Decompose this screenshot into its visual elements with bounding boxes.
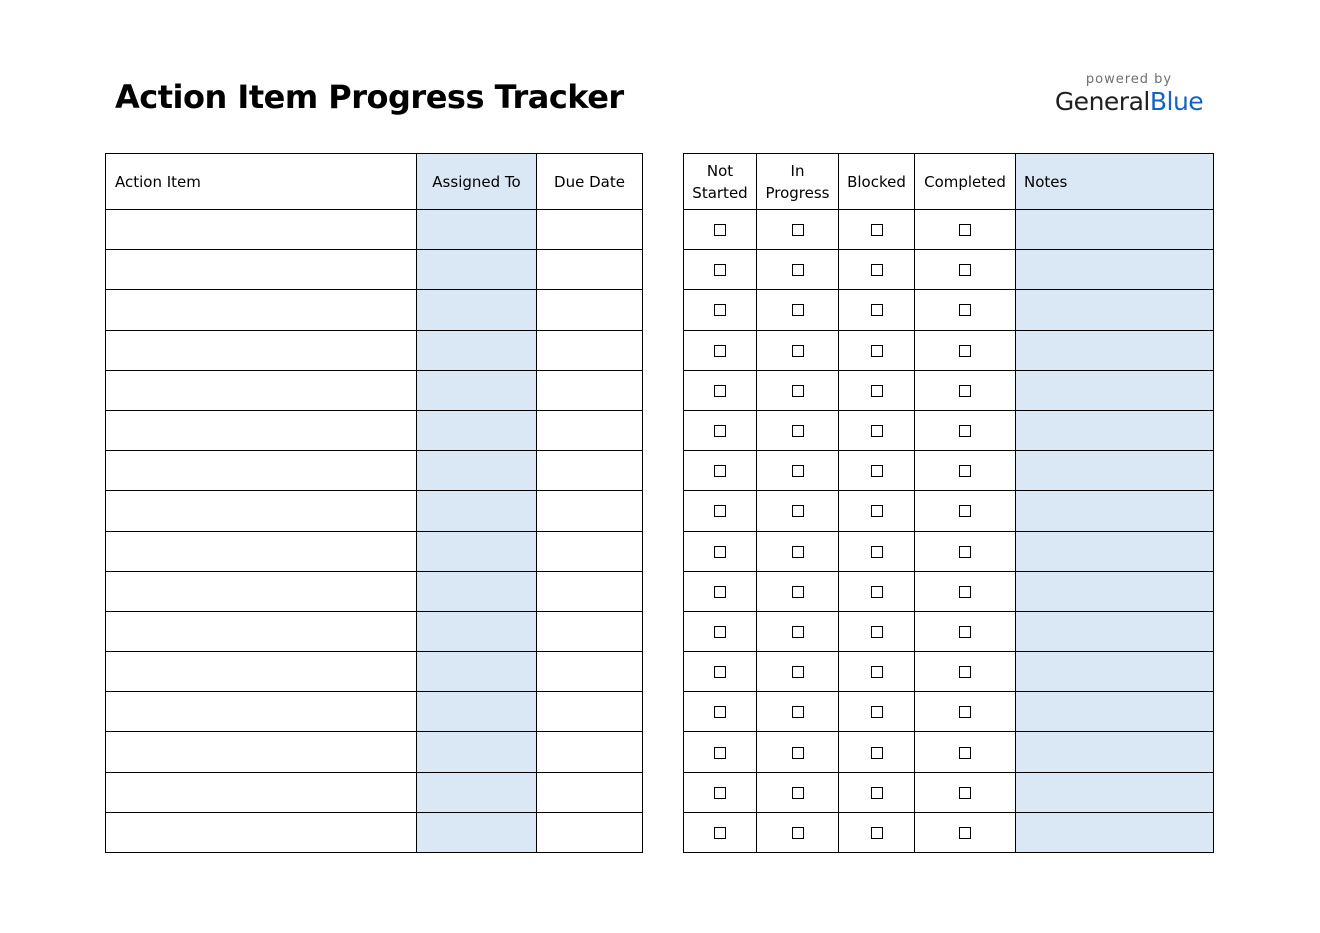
notes-cell[interactable] [1016, 571, 1214, 611]
table-row [106, 370, 643, 410]
table-row [684, 611, 1214, 651]
completed-cell [915, 812, 1016, 852]
notes-cell[interactable] [1016, 210, 1214, 250]
checkbox-icon[interactable] [792, 546, 804, 558]
status-table [683, 153, 1214, 853]
checkbox-icon[interactable] [871, 505, 883, 517]
in-progress-cell [757, 692, 839, 732]
table-row [106, 410, 643, 450]
header-blocked: Blocked [839, 154, 915, 210]
checkbox-icon[interactable] [714, 264, 726, 276]
brand-logo [1054, 72, 1204, 117]
blocked-cell [839, 732, 915, 772]
header-not-started-line2: Started [692, 183, 748, 202]
checkbox-icon[interactable] [792, 385, 804, 397]
notes-cell[interactable] [1016, 290, 1214, 330]
due-date-cell[interactable] [537, 812, 643, 852]
due-date-cell[interactable] [537, 611, 643, 651]
checkbox-icon[interactable] [714, 304, 726, 316]
not-started-cell [684, 410, 757, 450]
completed-cell [915, 210, 1016, 250]
in-progress-cell [757, 812, 839, 852]
blocked-cell [839, 290, 915, 330]
in-progress-cell [757, 210, 839, 250]
not-started-cell [684, 772, 757, 812]
checkbox-icon[interactable] [792, 345, 804, 357]
header-in-progress-line2: Progress [765, 183, 830, 202]
table-row [684, 290, 1214, 330]
not-started-cell [684, 652, 757, 692]
page-title: Action Item Progress Tracker [115, 78, 624, 116]
checkbox-icon[interactable] [871, 586, 883, 598]
checkbox-icon[interactable] [959, 747, 971, 759]
table-row [684, 250, 1214, 290]
completed-cell [915, 531, 1016, 571]
notes-cell[interactable] [1016, 410, 1214, 450]
assigned-to-cell[interactable] [417, 611, 537, 651]
in-progress-cell [757, 370, 839, 410]
not-started-cell [684, 370, 757, 410]
checkbox-icon[interactable] [714, 626, 726, 638]
checkbox-icon[interactable] [959, 706, 971, 718]
table-row [106, 652, 643, 692]
checkbox-icon[interactable] [959, 586, 971, 598]
table-row [106, 491, 643, 531]
not-started-cell [684, 692, 757, 732]
blocked-cell [839, 451, 915, 491]
action-item-cell[interactable] [106, 732, 417, 772]
checkbox-icon[interactable] [792, 304, 804, 316]
completed-cell [915, 290, 1016, 330]
due-date-cell[interactable] [537, 210, 643, 250]
checkbox-icon[interactable] [792, 827, 804, 839]
table-row [106, 531, 643, 571]
header-due-date: Due Date [537, 154, 643, 210]
checkbox-icon[interactable] [959, 546, 971, 558]
assigned-to-cell[interactable] [417, 692, 537, 732]
checkbox-icon[interactable] [871, 666, 883, 678]
in-progress-cell [757, 491, 839, 531]
blocked-cell [839, 531, 915, 571]
due-date-cell[interactable] [537, 410, 643, 450]
checkbox-icon[interactable] [959, 827, 971, 839]
checkbox-icon[interactable] [714, 385, 726, 397]
blocked-cell [839, 250, 915, 290]
checkbox-icon[interactable] [714, 224, 726, 236]
powered-by-text: powered by [1085, 72, 1173, 87]
completed-cell [915, 250, 1016, 290]
checkbox-icon[interactable] [871, 546, 883, 558]
brand-name [1054, 87, 1204, 117]
checkbox-icon[interactable] [959, 505, 971, 517]
completed-cell [915, 611, 1016, 651]
table-row [106, 290, 643, 330]
assigned-to-cell[interactable] [417, 571, 537, 611]
table-row [106, 250, 643, 290]
assigned-to-cell[interactable] [417, 250, 537, 290]
in-progress-cell [757, 330, 839, 370]
table-row [106, 451, 643, 491]
checkbox-icon[interactable] [871, 425, 883, 437]
blocked-cell [839, 571, 915, 611]
not-started-cell [684, 732, 757, 772]
header-in-progress [757, 154, 839, 210]
table-row [684, 210, 1214, 250]
notes-cell[interactable] [1016, 451, 1214, 491]
notes-cell[interactable] [1016, 812, 1214, 852]
header-not-started [684, 154, 757, 210]
checkbox-icon[interactable] [871, 385, 883, 397]
checkbox-icon[interactable] [714, 345, 726, 357]
table-row [106, 732, 643, 772]
action-item-cell[interactable] [106, 370, 417, 410]
checkbox-icon[interactable] [959, 264, 971, 276]
checkbox-icon[interactable] [792, 666, 804, 678]
due-date-cell[interactable] [537, 652, 643, 692]
checkbox-icon[interactable] [871, 706, 883, 718]
checkbox-icon[interactable] [871, 224, 883, 236]
checkbox-icon[interactable] [714, 465, 726, 477]
checkbox-icon[interactable] [871, 787, 883, 799]
in-progress-cell [757, 611, 839, 651]
checkbox-icon[interactable] [714, 787, 726, 799]
table-row [106, 330, 643, 370]
checkbox-icon[interactable] [871, 626, 883, 638]
table-row [106, 571, 643, 611]
table-row [684, 652, 1214, 692]
action-item-cell[interactable] [106, 330, 417, 370]
blocked-cell [839, 652, 915, 692]
due-date-cell[interactable] [537, 290, 643, 330]
checkbox-icon[interactable] [959, 224, 971, 236]
action-item-cell[interactable] [106, 210, 417, 250]
notes-cell[interactable] [1016, 692, 1214, 732]
checkbox-icon[interactable] [871, 304, 883, 316]
completed-cell [915, 772, 1016, 812]
notes-cell[interactable] [1016, 531, 1214, 571]
due-date-cell[interactable] [537, 330, 643, 370]
in-progress-cell [757, 732, 839, 772]
assigned-to-cell[interactable] [417, 451, 537, 491]
checkbox-icon[interactable] [792, 224, 804, 236]
not-started-cell [684, 290, 757, 330]
assigned-to-cell[interactable] [417, 330, 537, 370]
action-item-cell[interactable] [106, 491, 417, 531]
checkbox-icon[interactable] [959, 666, 971, 678]
due-date-cell[interactable] [537, 250, 643, 290]
checkbox-icon[interactable] [959, 425, 971, 437]
in-progress-cell [757, 250, 839, 290]
checkbox-icon[interactable] [792, 425, 804, 437]
checkbox-icon[interactable] [714, 505, 726, 517]
due-date-cell[interactable] [537, 491, 643, 531]
assigned-to-cell[interactable] [417, 772, 537, 812]
header-assigned-to: Assigned To [417, 154, 537, 210]
checkbox-icon[interactable] [959, 787, 971, 799]
brand-name-blue: Blue [1149, 87, 1204, 116]
brand-name-general: General [1054, 87, 1150, 116]
header-row [106, 154, 643, 210]
checkbox-icon[interactable] [792, 505, 804, 517]
table-row [684, 732, 1214, 772]
action-item-cell[interactable] [106, 772, 417, 812]
table-row [684, 571, 1214, 611]
assigned-to-cell[interactable] [417, 370, 537, 410]
notes-cell[interactable] [1016, 250, 1214, 290]
checkbox-icon[interactable] [714, 425, 726, 437]
due-date-cell[interactable] [537, 531, 643, 571]
action-items-table [105, 153, 643, 853]
not-started-cell [684, 611, 757, 651]
checkbox-icon[interactable] [792, 747, 804, 759]
completed-cell [915, 410, 1016, 450]
checkbox-icon[interactable] [792, 586, 804, 598]
header-not-started-line1: Not [706, 161, 734, 180]
completed-cell [915, 571, 1016, 611]
due-date-cell[interactable] [537, 692, 643, 732]
table-row [684, 491, 1214, 531]
completed-cell [915, 451, 1016, 491]
table-row [684, 451, 1214, 491]
checkbox-icon[interactable] [871, 345, 883, 357]
notes-cell[interactable] [1016, 611, 1214, 651]
in-progress-cell [757, 571, 839, 611]
due-date-cell[interactable] [537, 772, 643, 812]
table-row [684, 410, 1214, 450]
not-started-cell [684, 531, 757, 571]
due-date-cell[interactable] [537, 732, 643, 772]
completed-cell [915, 732, 1016, 772]
not-started-cell [684, 451, 757, 491]
notes-cell[interactable] [1016, 732, 1214, 772]
blocked-cell [839, 611, 915, 651]
checkbox-icon[interactable] [714, 586, 726, 598]
table-row [684, 370, 1214, 410]
checkbox-icon[interactable] [959, 345, 971, 357]
completed-cell [915, 652, 1016, 692]
completed-cell [915, 692, 1016, 732]
table-row [684, 772, 1214, 812]
blocked-cell [839, 210, 915, 250]
checkbox-icon[interactable] [714, 706, 726, 718]
in-progress-cell [757, 451, 839, 491]
checkbox-icon[interactable] [714, 546, 726, 558]
assigned-to-cell[interactable] [417, 491, 537, 531]
table-row [684, 330, 1214, 370]
header-row [684, 154, 1214, 210]
completed-cell [915, 491, 1016, 531]
not-started-cell [684, 571, 757, 611]
in-progress-cell [757, 290, 839, 330]
not-started-cell [684, 210, 757, 250]
not-started-cell [684, 812, 757, 852]
checkbox-icon[interactable] [959, 626, 971, 638]
checkbox-icon[interactable] [792, 465, 804, 477]
notes-cell[interactable] [1016, 772, 1214, 812]
checkbox-icon[interactable] [714, 666, 726, 678]
assigned-to-cell[interactable] [417, 531, 537, 571]
table-row [684, 531, 1214, 571]
action-item-cell[interactable] [106, 451, 417, 491]
checkbox-icon[interactable] [792, 787, 804, 799]
due-date-cell[interactable] [537, 370, 643, 410]
notes-cell[interactable] [1016, 370, 1214, 410]
notes-cell[interactable] [1016, 330, 1214, 370]
table-row [106, 772, 643, 812]
due-date-cell[interactable] [537, 451, 643, 491]
in-progress-cell [757, 772, 839, 812]
action-item-cell[interactable] [106, 531, 417, 571]
header-action-item: Action Item [106, 154, 417, 210]
action-item-cell[interactable] [106, 290, 417, 330]
not-started-cell [684, 250, 757, 290]
blocked-cell [839, 410, 915, 450]
table-row [106, 611, 643, 651]
assigned-to-cell[interactable] [417, 410, 537, 450]
completed-cell [915, 330, 1016, 370]
notes-cell[interactable] [1016, 491, 1214, 531]
checkbox-icon[interactable] [871, 264, 883, 276]
table-row [106, 692, 643, 732]
notes-cell[interactable] [1016, 652, 1214, 692]
in-progress-cell [757, 410, 839, 450]
checkbox-icon[interactable] [714, 747, 726, 759]
blocked-cell [839, 692, 915, 732]
blocked-cell [839, 330, 915, 370]
checkbox-icon[interactable] [871, 827, 883, 839]
table-row [106, 812, 643, 852]
assigned-to-cell[interactable] [417, 290, 537, 330]
table-row [684, 812, 1214, 852]
assigned-to-cell[interactable] [417, 210, 537, 250]
header-completed: Completed [915, 154, 1016, 210]
in-progress-cell [757, 652, 839, 692]
action-item-cell[interactable] [106, 652, 417, 692]
assigned-to-cell[interactable] [417, 812, 537, 852]
due-date-cell[interactable] [537, 571, 643, 611]
action-item-cell[interactable] [106, 812, 417, 852]
checkbox-icon[interactable] [871, 465, 883, 477]
assigned-to-cell[interactable] [417, 732, 537, 772]
checkbox-icon[interactable] [959, 304, 971, 316]
checkbox-icon[interactable] [792, 264, 804, 276]
not-started-cell [684, 491, 757, 531]
checkbox-icon[interactable] [871, 747, 883, 759]
checkbox-icon[interactable] [959, 465, 971, 477]
assigned-to-cell[interactable] [417, 652, 537, 692]
blocked-cell [839, 812, 915, 852]
header-in-progress-line1: In [790, 161, 805, 180]
blocked-cell [839, 491, 915, 531]
header-notes: Notes [1016, 154, 1214, 210]
table-row [106, 210, 643, 250]
in-progress-cell [757, 531, 839, 571]
completed-cell [915, 370, 1016, 410]
checkbox-icon[interactable] [714, 827, 726, 839]
checkbox-icon[interactable] [959, 385, 971, 397]
action-item-cell[interactable] [106, 571, 417, 611]
blocked-cell [839, 370, 915, 410]
action-item-cell[interactable] [106, 410, 417, 450]
checkbox-icon[interactable] [792, 706, 804, 718]
checkbox-icon[interactable] [792, 626, 804, 638]
not-started-cell [684, 330, 757, 370]
blocked-cell [839, 772, 915, 812]
action-item-cell[interactable] [106, 692, 417, 732]
action-item-cell[interactable] [106, 611, 417, 651]
table-row [684, 692, 1214, 732]
action-item-cell[interactable] [106, 250, 417, 290]
